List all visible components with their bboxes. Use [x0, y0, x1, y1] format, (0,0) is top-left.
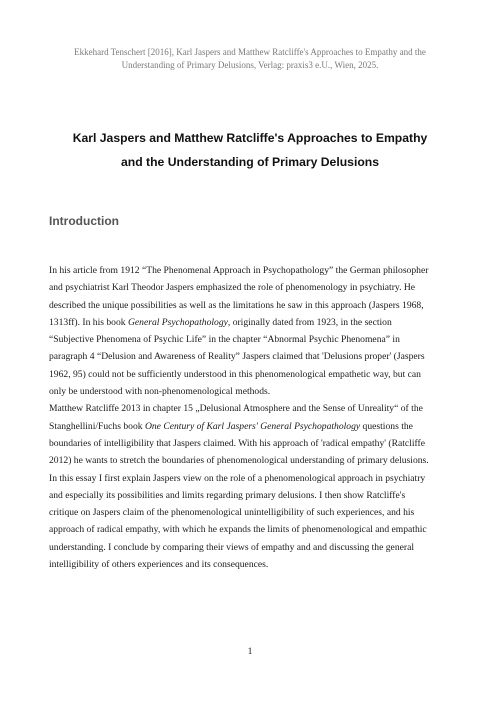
page-number: 1 — [247, 646, 253, 657]
body-line — [49, 297, 459, 314]
body-text-segment: paragraph 4 “Delusion and Awareness of Reality” Jaspers claimed that 'Delusions proper' (Jaspers — [49, 351, 425, 363]
body-text-segment: described the unique possibilities as well as the limitations he saw in this approach (Jaspers 1968, — [49, 299, 424, 311]
section-heading-introduction: Introduction — [49, 214, 119, 228]
body-text-segment: Stanghellini/Fuchs book — [49, 420, 145, 432]
body-text-segment: and psychiatrist Karl Theodor Jaspers emphasized the role of phenomenology in psychiatry. He — [49, 282, 416, 294]
body-text-segment: Matthew Ratcliffe 2013 in chapter 15 „Delusional Atmosphere and the Sense of Unreality“ of the — [49, 403, 423, 415]
body-text-segment: In this essay I first explain Jaspers view on the role of a phenomenological approach in psychiatry — [49, 472, 426, 484]
body-text-segment: understanding. I conclude by comparing their views of empathy and and discussing the general — [49, 541, 414, 553]
body-line — [49, 400, 459, 417]
body-line — [49, 383, 459, 400]
body-text-segment: intelligibility of others experiences and its consequences. — [49, 559, 269, 571]
body-line — [49, 262, 459, 279]
title-line: Karl Jaspers and Matthew Ratcliffe's Approaches to Empathy — [72, 131, 428, 145]
body-text-segment: approach of radical empathy, with which he expands the limits of phenomenological and empathic — [49, 524, 427, 536]
body-text-segment: questions the — [360, 420, 413, 432]
body-paragraph — [49, 262, 459, 573]
body-line — [49, 521, 459, 538]
body-line — [49, 314, 459, 331]
body-line — [49, 504, 459, 521]
body-line — [49, 435, 459, 452]
body-line — [49, 452, 459, 469]
body-text-segment: “Subjective Phenomena of Psychic Life” in the chapter “Abnormal Psychic Phenomena” in — [49, 334, 400, 346]
body-text-segment: critique on Jaspers claim of the phenomenological unintelligibility of such experiences, and his — [49, 507, 415, 519]
body-text-segment: boundaries of intelligibility that Jaspers claimed. With his approach of 'radical empathy' (Ratcliffe — [49, 437, 425, 449]
body-line — [49, 366, 459, 383]
body-line — [49, 418, 459, 435]
body-line — [49, 331, 459, 348]
body-text-segment: 2012) he wants to stretch the boundaries of phenomenological understanding of primary delusions. — [49, 455, 429, 467]
body-line — [49, 279, 459, 296]
body-line — [49, 556, 459, 573]
body-text-segment: , originally dated from 1923, in the section — [227, 316, 392, 328]
body-text-segment: and especially its possibilities and limits regarding primary delusions. I then show Ratcliffe's — [49, 489, 406, 501]
body-line — [49, 348, 459, 365]
body-text-segment: In his article from 1912 “The Phenomenal Approach in Psychopathology” the German philosopher — [49, 265, 429, 276]
citation-line: Ekkehard Tenschert [2016], Karl Jaspers and Matthew Ratcliffe's Approaches to Empathy and the — [74, 47, 426, 57]
body-text-segment: 1313ff). In his book — [49, 316, 128, 328]
body-line — [49, 470, 459, 487]
document-title — [30, 126, 470, 174]
citation-line: Understanding of Primary Delusions, Verlag: praxis3 e.U., Wien, 2025. — [121, 59, 379, 70]
citation-header — [30, 46, 470, 71]
body-line — [49, 487, 459, 504]
book-title-text: One Century of Karl Jaspers' General Psychopathology — [144, 420, 361, 432]
body-text-segment: only be understood with non-phenomenological methods. — [49, 386, 271, 398]
body-line — [49, 539, 459, 556]
body-text-segment: 1962, 95) could not be sufficiently understood in this phenomenological empathetic way, but can — [49, 368, 421, 380]
book-title-text: General Psychopathology — [127, 316, 228, 328]
title-line: and the Understanding of Primary Delusions — [120, 155, 379, 169]
